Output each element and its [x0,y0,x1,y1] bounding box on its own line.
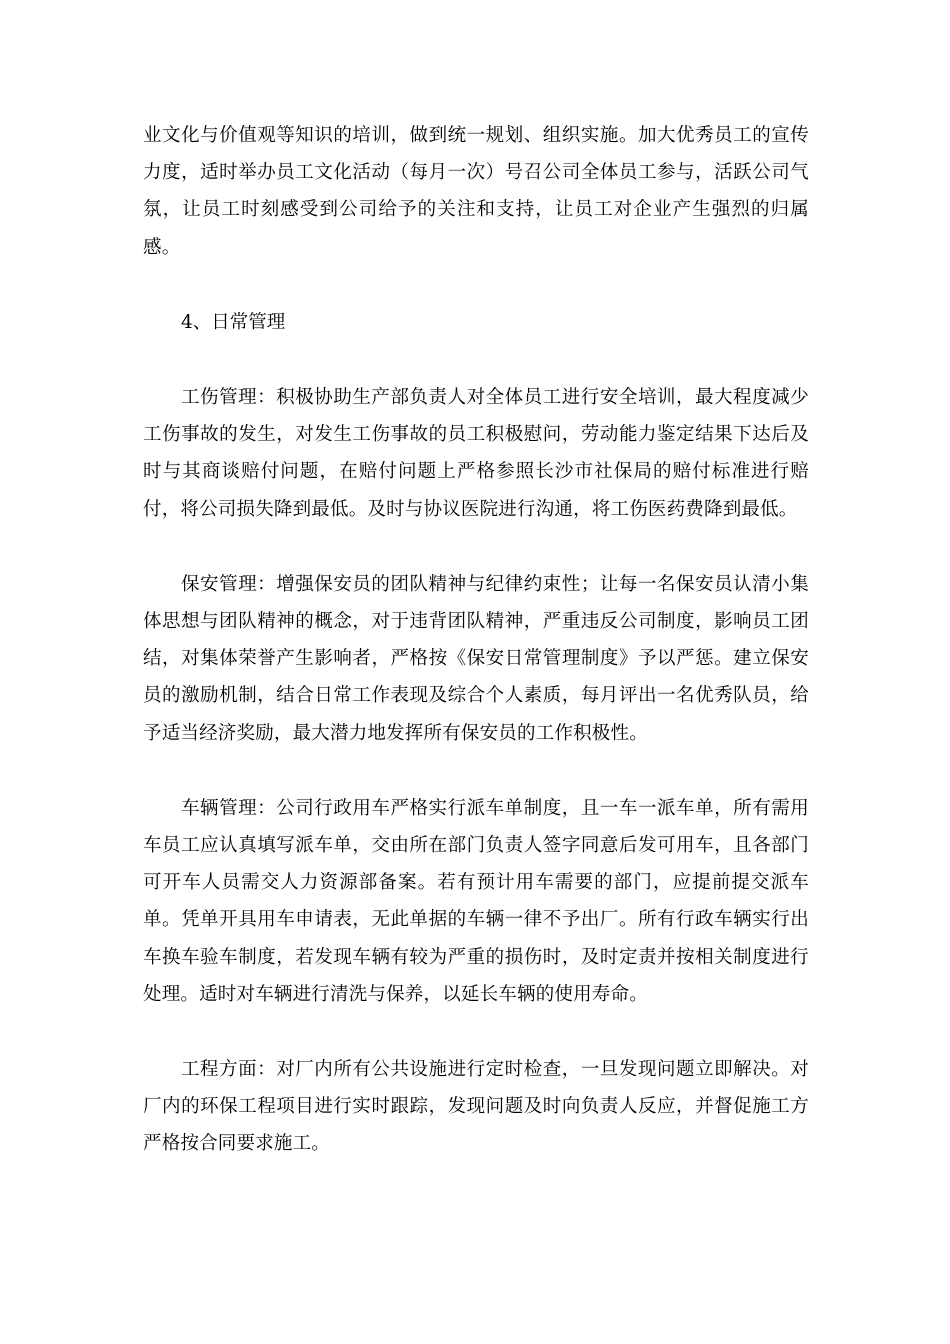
paragraph-security-management: 保安管理：增强保安员的团队精神与纪律约束性；让每一名保安员认清小集体思想与团队精神的概念，对于违背团队精神，严重违反公司制度，影响员工团结，对集体荣誉产生影响者，严格按《保安日常管理制度》予以严惩。建立保安员的激励机制，结合日常工作表现及综合个人素质，每月评出一名优秀队员，给予适当经济奖励，最大潜力地发挥所有保安员的工作积极性。 [143,573,809,744]
paragraph-engineering: 工程方面：对厂内所有公共设施进行定时检查，一旦发现问题立即解决。对厂内的环保工程项目进行实时跟踪，发现问题及时向负责人反应，并督促施工方严格按合同要求施工。 [143,1059,809,1155]
document-body [143,117,809,1163]
paragraph-culture-training: 业文化与价值观等知识的培训，做到统一规划、组织实施。加大优秀员工的宣传力度，适时举办员工文化活动（每月一次）号召公司全体员工参与，活跃公司气氛，让员工时刻感受到公司给予的关注和支持，让员工对企业产生强烈的归属感。 [143,125,809,258]
section-heading-daily-management: 4、日常管理 [181,311,286,333]
paragraph-vehicle-management: 车辆管理：公司行政用车严格实行派车单制度，且一车一派车单，所有需用车员工应认真填写派车单，交由所在部门负责人签字同意后发可用车，且各部门可开车人员需交人力资源部备案。若有预计用车需要的部门，应提前提交派车单。凭单开具用车申请表，无此单据的车辆一律不予出厂。所有行政车辆实行出车换车验车制度，若发现车辆有较为严重的损伤时，及时定责并按相关制度进行处理。适时对车辆进行清洗与保养，以延长车辆的使用寿命。 [143,797,809,1005]
paragraph-work-injury-management: 工伤管理：积极协助生产部负责人对全体员工进行安全培训，最大程度减少工伤事故的发生，对发生工伤事故的员工积极慰问，劳动能力鉴定结果下达后及时与其商谈赔付问题，在赔付问题上严格参照长沙市社保局的赔付标准进行赔付，将公司损失降到最低。及时与协议医院进行沟通，将工伤医药费降到最低。 [143,387,809,520]
